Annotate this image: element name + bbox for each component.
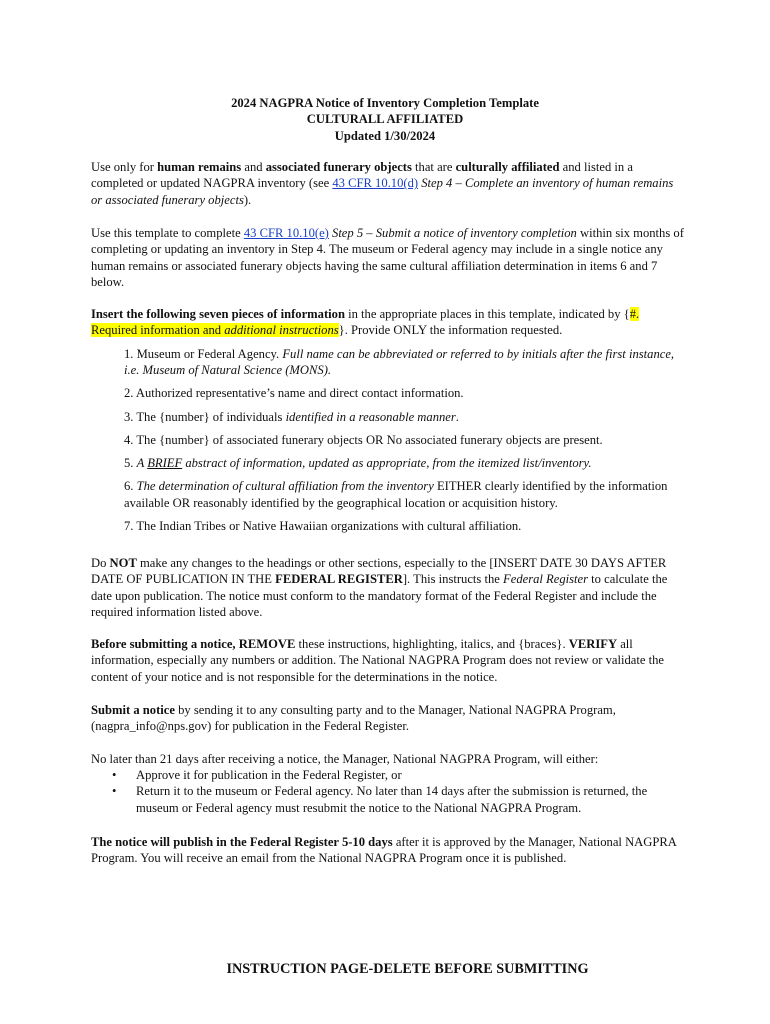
review-options-list <box>110 767 690 816</box>
text: all information, especially any numbers or addition. The National NAGPRA Program does not review or validate the content of your notice and is not responsible for the determinations in the notice. <box>91 637 665 684</box>
text: 3. The {number} of individuals <box>124 409 286 424</box>
text: to calculate the date upon publication. The notice must conform to the mandatory format of the Federal Register and include the required information listed above. <box>91 572 668 619</box>
submit-notice-paragraph <box>91 702 687 735</box>
no-changes-paragraph <box>91 555 687 620</box>
italic-text: Step 4 – Complete an inventory of human remains or associated funerary objects <box>91 176 674 207</box>
list-item <box>110 783 690 816</box>
text: make any changes to the headings or other sections, especially to the [INSERT DATE 30 DAYS AFTER DATE OF PUBLICATION IN THE <box>91 556 667 587</box>
italic-text: A <box>136 456 148 471</box>
italic-text: Step 5 – Submit a notice of inventory completion <box>332 226 577 240</box>
text: Return it to the museum or Federal agency. No later than 14 days after the submission is returned, the museum or Federal agency must resubmit the notice to the National NAGPRA Program. <box>136 784 648 815</box>
text: these instructions, highlighting, italics, and {braces}. <box>295 637 569 651</box>
text: }. Provide ONLY the information requested. <box>338 323 563 338</box>
highlighted-italic-text: additional instructions <box>224 323 339 338</box>
underlined-text: BRIEF <box>147 456 183 471</box>
bullet-icon: • <box>112 768 117 782</box>
publish-paragraph <box>91 834 687 867</box>
list-item <box>124 478 684 511</box>
text: ). <box>243 192 252 207</box>
bold-text: human remains <box>157 160 242 174</box>
cfr-10-10-e-link[interactable]: 43 CFR 10.10(e) <box>243 226 329 240</box>
text: that are <box>411 160 456 174</box>
list-item <box>124 518 684 534</box>
text: within six months of completing or updating an inventory in Step 4. The museum or Federal agency may include in a single notice any human remains or associated funerary objects having the same cultural affiliation determination in items 6 and 7 below. <box>91 226 684 289</box>
document-header <box>0 95 770 144</box>
list-item <box>124 432 684 448</box>
bold-text: The notice will publish in the Federal Register 5-10 days <box>91 835 393 849</box>
text: Use this template to complete <box>91 226 244 240</box>
bold-text: VERIFY <box>568 637 618 651</box>
text: by sending it to any consulting party and to the Manager, National NAGPRA Program, (nagpra_info@nps.gov) for publication in the Federal Register. <box>91 703 616 734</box>
before-submitting-paragraph <box>91 636 687 685</box>
italic-text: The determination of cultural affiliation from the inventory <box>136 479 434 494</box>
bold-text: Before submitting a notice, REMOVE <box>91 637 296 651</box>
text: Approve it for publication in the Federal Register, or <box>136 768 402 782</box>
italic-text: identified in a reasonable manner <box>285 409 456 424</box>
document-updated-date: Updated 1/30/2024 <box>334 128 436 143</box>
bullet-icon: • <box>112 784 117 799</box>
text: and <box>241 160 266 174</box>
text: and listed in a completed or updated NAGPRA inventory (see <box>91 160 633 191</box>
text: EITHER clearly identified by the information available OR reasonably identified by the geographical location or acquisition history. <box>124 479 668 510</box>
review-intro-paragraph <box>91 751 687 767</box>
cfr-10-10-d-link[interactable]: 43 CFR 10.10(d) <box>332 176 419 191</box>
text: 7. The Indian Tribes or Native Hawaiian organizations with cultural affiliation. <box>124 518 522 533</box>
italic-text: Federal Register <box>503 572 589 587</box>
bold-text: culturally affiliated <box>455 160 560 174</box>
list-item <box>124 409 684 425</box>
usage-paragraph <box>91 225 687 290</box>
bold-text: NOT <box>109 556 137 570</box>
bold-text: FEDERAL REGISTER <box>275 572 403 587</box>
italic-text: abstract of information, updated as appropriate, from the itemized list/inventory. <box>182 456 592 471</box>
text: in the appropriate places in this template, indicated by { <box>344 307 630 321</box>
text: 5. <box>124 456 137 471</box>
text: 4. The {number} of associated funerary objects OR No associated funerary objects are present. <box>124 432 603 447</box>
text: 2. Authorized representative’s name and direct contact information. <box>124 386 464 401</box>
text: No later than 21 days after receiving a notice, the Manager, National NAGPRA Program, will either: <box>91 752 599 766</box>
insert-info-paragraph <box>91 306 687 339</box>
document-subtitle: CULTURALL AFFILIATED <box>306 112 464 127</box>
bold-text: Insert the following seven pieces of information <box>91 307 345 321</box>
text: 6. <box>124 479 137 494</box>
italic-text: Full name can be abbreviated or referred to by initials after the first instance, i.e. Museum of Natural Science (MONS). <box>124 347 675 378</box>
bold-text: associated funerary objects <box>265 160 412 174</box>
list-item <box>124 455 684 471</box>
highlighted-text: #. Required information and <box>91 307 640 338</box>
scope-paragraph <box>91 159 687 208</box>
list-item <box>124 346 684 379</box>
bold-text: Submit a notice <box>91 703 175 717</box>
instruction-page-footer: INSTRUCTION PAGE-DELETE BEFORE SUBMITTING <box>226 961 589 977</box>
list-item <box>124 385 684 401</box>
text: Do <box>91 556 110 570</box>
document-title: 2024 NAGPRA Notice of Inventory Completion Template <box>231 96 539 110</box>
text: after it is approved by the Manager, National NAGPRA Program. You will receive an email from the National NAGPRA Program once it is published. <box>91 835 677 866</box>
list-item <box>110 767 690 783</box>
text: . <box>455 409 459 424</box>
text: 1. Museum or Federal Agency. <box>124 347 283 361</box>
required-info-list <box>124 346 684 541</box>
text: Use only for <box>91 160 158 174</box>
text: ]. This instructs the <box>402 572 504 587</box>
